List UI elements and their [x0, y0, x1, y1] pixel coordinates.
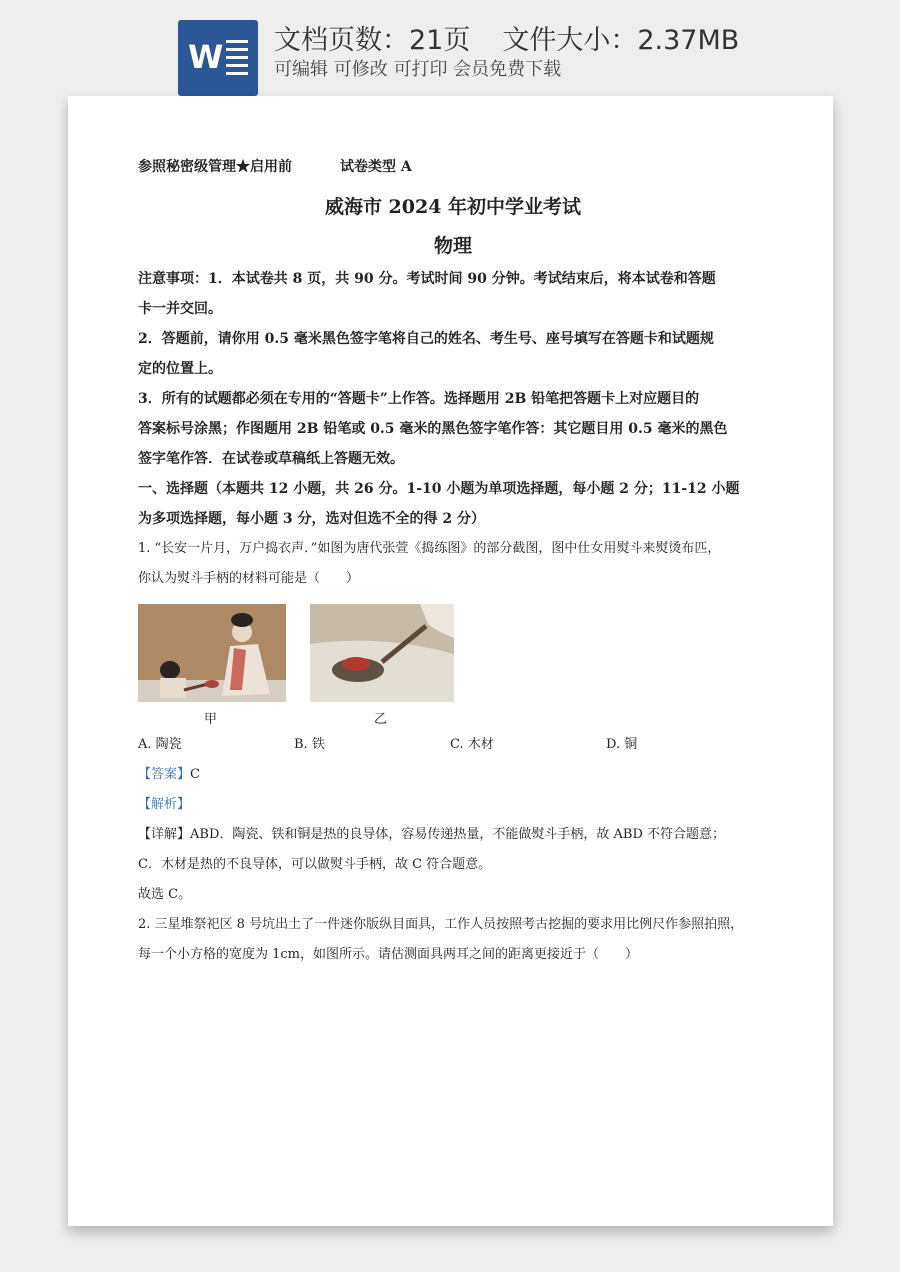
banner-title	[274, 18, 739, 57]
answer-tag: 【答案】	[138, 767, 191, 782]
document-page	[68, 96, 833, 1226]
page-count: 文档页数：21页	[274, 25, 471, 56]
question-1-figures	[138, 604, 768, 727]
figure-b-caption: 乙	[374, 712, 388, 727]
figure-a-caption: 甲	[204, 712, 218, 727]
section-heading: 为多项选择题，每小题 3 分，选对但选不全的得 2 分）	[138, 511, 485, 527]
painting-figure-a	[138, 604, 286, 702]
question-1-options	[138, 730, 768, 760]
secrecy-label: 参照秘密级管理★启用前	[138, 159, 292, 175]
word-document-icon	[178, 20, 258, 96]
note-line: 3．所有的试题都必须在专用的“答题卡”上作答。选择题用 2B 铅笔把答题卡上对应题目的	[138, 391, 700, 407]
download-banner	[0, 0, 900, 100]
note-line: 定的位置上。	[138, 361, 222, 377]
question-2-text: 每一个小方格的宽度为 1cm，如图所示。请估测面具两耳之间的距离更接近于（ ）	[138, 947, 639, 962]
file-size: 文件大小：2.37MB	[502, 25, 740, 56]
analysis-tag: 【解析】	[138, 797, 191, 812]
note-line: 2．答题前，请你用 0.5 毫米黑色签字笔将自己的姓名、考生号、座号填写在答题卡和试题规	[138, 331, 714, 347]
answer-line	[138, 760, 768, 790]
page-content	[138, 156, 768, 970]
section-heading: 一、选择题（本题共 12 小题，共 26 分。1-10 小题为单项选择题，每小题 2 分；11-12 小题	[138, 481, 740, 497]
paper-type: 试卷类型 A	[340, 159, 412, 175]
word-icon-lines	[226, 40, 248, 80]
question-1-text: 1. “长安一片月，万户捣衣声．”如图为唐代张萱《捣练图》的部分截图，图中仕女用熨斗来熨烫布匹，	[138, 541, 721, 556]
exam-header	[138, 156, 768, 176]
answer-value: C	[190, 767, 200, 782]
painting-figure-b	[310, 604, 454, 702]
note-line: 签字笔作答．在试卷或草稿纸上答题无效。	[138, 451, 404, 467]
word-icon-letter: W	[188, 38, 224, 76]
note-line: 注意事项：1．本试卷共 8 页，共 90 分。考试时间 90 分钟。考试结束后，将本试卷和答题	[138, 271, 716, 287]
analysis-line	[138, 790, 768, 820]
option-d: D. 铜	[606, 737, 638, 752]
option-c: C. 木材	[450, 737, 494, 752]
exam-title: 威海市 2024 年初中学业考试	[324, 196, 582, 218]
question-1-text: 你认为熨斗手柄的材料可能是（ ）	[138, 571, 360, 586]
exam-subject: 物理	[433, 235, 472, 257]
note-line: 卡一并交回。	[138, 301, 222, 317]
option-a: A. 陶瓷	[138, 737, 182, 752]
option-b: B. 铁	[294, 737, 325, 752]
detail-line: 【详解】ABD．陶瓷、铁和铜是热的良导体，容易传递热量，不能做熨斗手柄，故 ABD 不符合题意；	[138, 827, 725, 842]
detail-line: C．木材是热的不良导体，可以做熨斗手柄，故 C 符合题意。	[138, 857, 492, 872]
detail-line: 故选 C。	[138, 887, 192, 902]
note-line: 答案标号涂黑；作图题用 2B 铅笔或 0.5 毫米的黑色签字笔作答：其它题目用 0.5 毫米的黑色	[138, 421, 728, 437]
banner-features: 可编辑 可修改 可打印 会员免费下载	[274, 59, 562, 80]
question-2-text: 2. 三星堆祭祀区 8 号坑出土了一件迷你版纵目面具，工作人员按照考古挖掘的要求用比例尺作参照拍照，	[138, 917, 744, 932]
